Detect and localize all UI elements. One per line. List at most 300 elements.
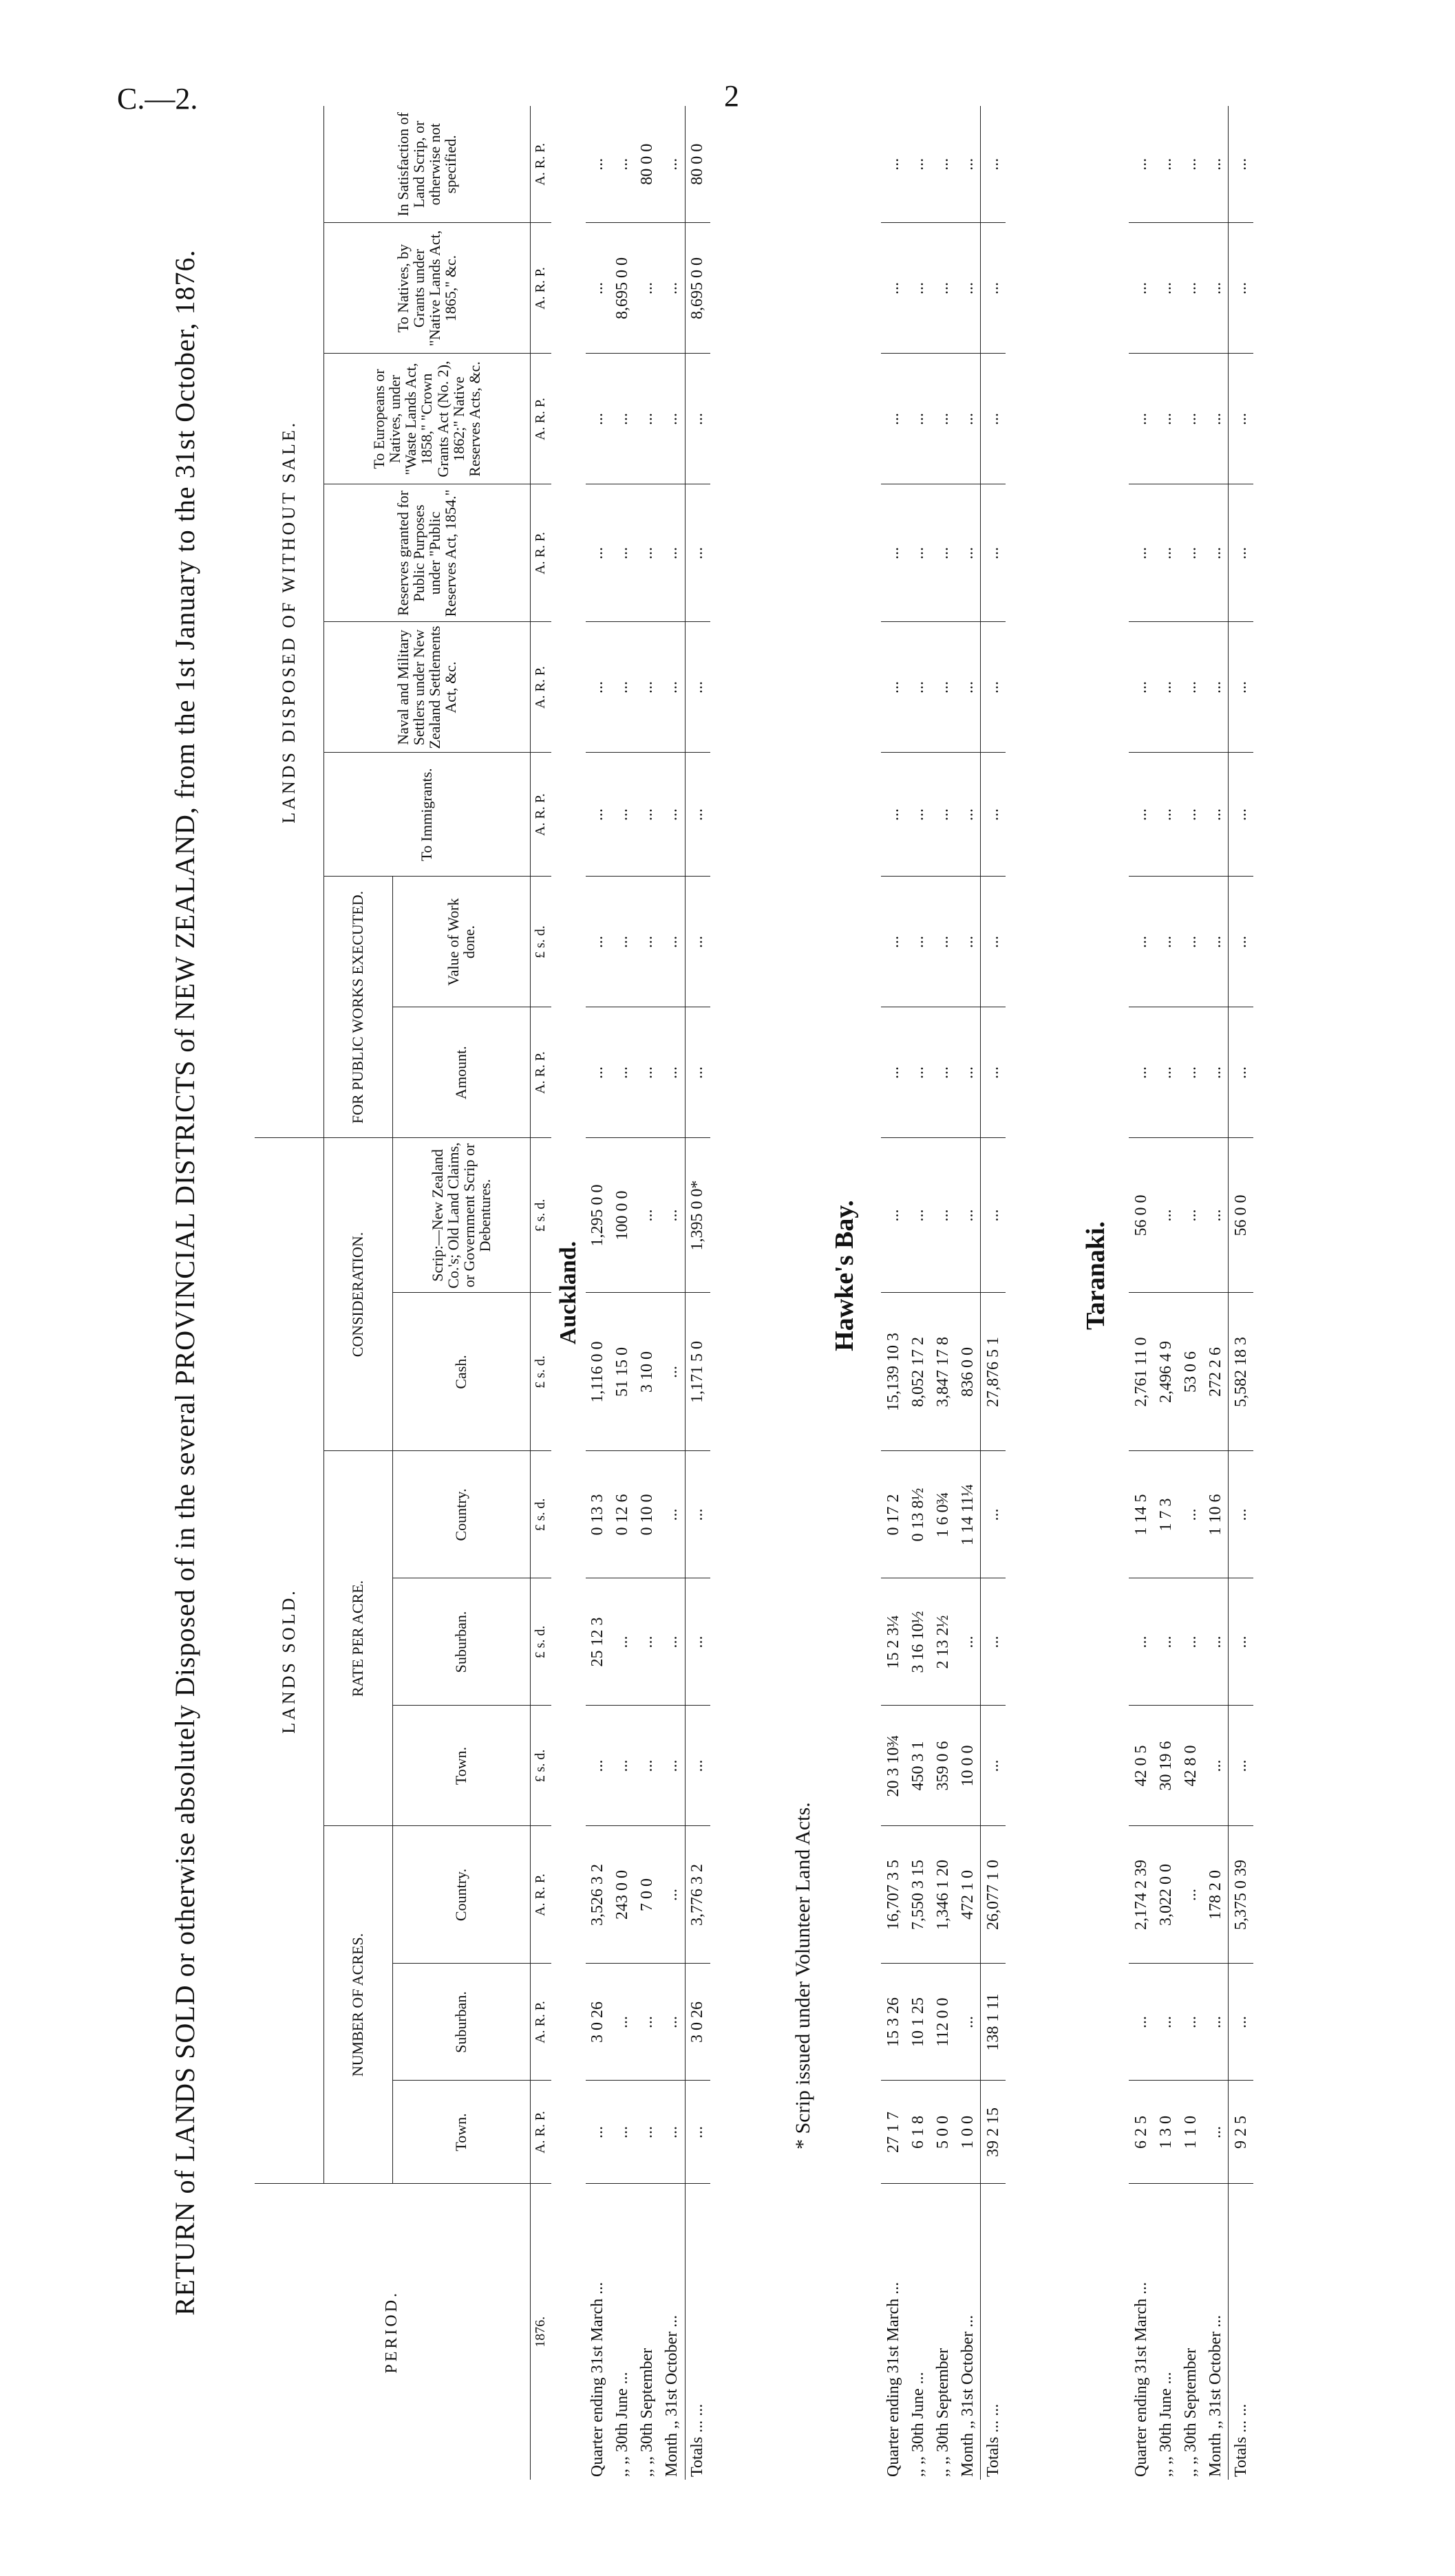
value-cell: ... xyxy=(1129,1578,1154,1706)
value-cell: 1 14 5 xyxy=(1129,1451,1154,1578)
value-cell: 0 13 8½ xyxy=(906,1451,931,1578)
value-cell: 3 10 0 xyxy=(635,1293,660,1451)
country-acres-header: Country. xyxy=(392,1826,530,1964)
period-cell: Quarter ending 31st March ... xyxy=(881,2184,906,2480)
value-cell: ... xyxy=(610,1706,635,1826)
value-cell: 450 3 1 xyxy=(906,1706,931,1826)
value-cell: ... xyxy=(660,877,686,1007)
value-cell: 100 0 0 xyxy=(610,1138,635,1293)
value-cell: ... xyxy=(881,484,906,622)
value-cell: ... xyxy=(1203,877,1229,1007)
table-row xyxy=(1203,106,1229,2480)
total-cell: 27,876 5 1 xyxy=(981,1293,1006,1451)
public-works-header: FOR PUBLIC WORKS EXECUTED. xyxy=(323,877,392,1138)
value-cell: ... xyxy=(610,1578,635,1706)
value-cell: ... xyxy=(1178,354,1203,484)
value-cell: 0 13 3 xyxy=(586,1451,610,1578)
table-row xyxy=(1129,106,1154,2480)
total-cell: ... xyxy=(685,1007,710,1138)
total-cell: 5,582 18 3 xyxy=(1229,1293,1254,1451)
page-reference: C.—2. xyxy=(117,82,198,116)
period-cell: ,, ,, 30th September xyxy=(635,2184,660,2480)
value-cell: ... xyxy=(931,354,955,484)
table-row xyxy=(906,106,931,2480)
value-cell: ... xyxy=(660,1138,686,1293)
value-cell: ... xyxy=(610,484,635,622)
value-cell: 1 1 0 xyxy=(1178,2081,1203,2184)
value-cell: 6 2 5 xyxy=(1129,2081,1154,2184)
value-cell: ... xyxy=(955,1007,981,1138)
total-cell: ... xyxy=(1229,223,1254,354)
table-row xyxy=(610,106,635,2480)
cash-header: Cash. xyxy=(392,1293,530,1451)
total-cell: ... xyxy=(981,354,1006,484)
value-cell: ... xyxy=(660,1706,686,1826)
value-cell: ... xyxy=(1129,622,1154,753)
total-cell: ... xyxy=(1229,1964,1254,2081)
town-rate-header: Town. xyxy=(392,1706,530,1826)
value-cell: ... xyxy=(1203,622,1229,753)
value-cell: ... xyxy=(1129,1964,1154,2081)
total-cell: 56 0 0 xyxy=(1229,1138,1254,1293)
value-cell: ... xyxy=(635,2081,660,2184)
value-cell: 42 0 5 xyxy=(1129,1706,1154,1826)
value-cell: 1,295 0 0 xyxy=(586,1138,610,1293)
country-rate-header: Country. xyxy=(392,1451,530,1578)
total-cell: ... xyxy=(981,622,1006,753)
value-cell: ... xyxy=(1203,1578,1229,1706)
unit-cell: £ s. d. xyxy=(530,1706,551,1826)
lands-return-table xyxy=(255,106,710,2480)
value-cell: ... xyxy=(635,877,660,1007)
period-cell: ,, ,, 30th September xyxy=(931,2184,955,2480)
value-cell: ... xyxy=(635,622,660,753)
value-cell: ... xyxy=(881,1007,906,1138)
value-cell: ... xyxy=(660,753,686,877)
totals-row xyxy=(1229,106,1254,2480)
value-cell: 0 12 6 xyxy=(610,1451,635,1578)
lands-sold-header: LANDS SOLD. xyxy=(255,1138,323,2184)
period-cell: ,, ,, 30th June ... xyxy=(1154,2184,1178,2480)
value-cell: 27 1 7 xyxy=(881,2081,906,2184)
value-cell: ... xyxy=(906,1138,931,1293)
totals-label: Totals ... ... xyxy=(685,2184,710,2480)
value-cell: ... xyxy=(1203,753,1229,877)
unit-cell: A. R. P. xyxy=(530,622,551,753)
value-cell: ... xyxy=(955,354,981,484)
value-cell: ... xyxy=(660,354,686,484)
total-cell: 26,077 1 0 xyxy=(981,1826,1006,1964)
value-cell: ... xyxy=(610,1007,635,1138)
table-row xyxy=(1178,106,1203,2480)
value-cell: ... xyxy=(881,753,906,877)
value-cell: 1,116 0 0 xyxy=(586,1293,610,1451)
totals-row xyxy=(981,106,1006,2480)
total-cell: ... xyxy=(981,484,1006,622)
total-cell: ... xyxy=(685,877,710,1007)
value-cell: ... xyxy=(1206,158,1224,171)
value-cell: 25 12 3 xyxy=(586,1578,610,1706)
lands-disposed-header: LANDS DISPOSED OF WITHOUT SALE. xyxy=(255,106,323,1138)
year-cell: 1876. xyxy=(530,2184,551,2480)
units-row xyxy=(530,106,551,2480)
value-cell: ... xyxy=(955,1964,981,2081)
value-cell: ... xyxy=(660,2081,686,2184)
total-cell: ... xyxy=(1229,622,1254,753)
value-cell: ... xyxy=(906,354,931,484)
total-cell: ... xyxy=(685,753,710,877)
unit-cell: A. R. P. xyxy=(533,142,548,186)
suburban-acres-header: Suburban. xyxy=(392,1964,530,2081)
value-cell: 112 0 0 xyxy=(931,1964,955,2081)
value-cell: ... xyxy=(1154,354,1178,484)
value-cell: ... xyxy=(1129,223,1154,354)
value-cell: ... xyxy=(955,484,981,622)
value-cell: ... xyxy=(881,354,906,484)
value-cell: 1,346 1 20 xyxy=(931,1826,955,1964)
unit-cell: A. R. P. xyxy=(530,484,551,622)
value-cell: 8,052 17 2 xyxy=(906,1293,931,1451)
unit-cell: A. R. P. xyxy=(530,2081,551,2184)
to-immigrants-header: To Immigrants. xyxy=(323,753,530,877)
value-cell: ... xyxy=(660,1578,686,1706)
value-cell: ... xyxy=(955,753,981,877)
value-cell: 178 2 0 xyxy=(1203,1826,1229,1964)
value-cell: 10 1 25 xyxy=(906,1964,931,2081)
value-cell: 1 7 3 xyxy=(1154,1451,1178,1578)
value-cell: 472 1 0 xyxy=(955,1826,981,1964)
total-cell: ... xyxy=(1229,484,1254,622)
value-cell: ... xyxy=(610,622,635,753)
value-cell: ... xyxy=(881,1138,906,1293)
value-cell: ... xyxy=(1203,1964,1229,2081)
value-cell: ... xyxy=(610,753,635,877)
total-cell: ... xyxy=(981,1451,1006,1578)
value-cell: ... xyxy=(955,877,981,1007)
value-cell: 7,550 3 15 xyxy=(906,1826,931,1964)
value-cell: ... xyxy=(1203,1007,1229,1138)
value-cell: ... xyxy=(931,223,955,354)
total-cell: ... xyxy=(981,877,1006,1007)
value-cell: ... xyxy=(1156,158,1175,171)
value-cell: 15 3 26 xyxy=(881,1964,906,2081)
total-cell: ... xyxy=(981,1007,1006,1138)
value-cell: 7 0 0 xyxy=(635,1826,660,1964)
unit-cell: A. R. P. xyxy=(530,753,551,877)
value-cell: ... xyxy=(635,354,660,484)
value-cell: ... xyxy=(958,158,977,171)
value-cell: ... xyxy=(1129,1007,1154,1138)
total-cell: ... xyxy=(1229,1706,1254,1826)
suburban-rate-header: Suburban. xyxy=(392,1578,530,1706)
land-scrip-header: In Satisfaction of Land Scrip, or otherwise not specified. xyxy=(323,106,530,223)
table-row xyxy=(1154,106,1178,2480)
value-cell: 30 19 6 xyxy=(1154,1706,1178,1826)
value-cell: ... xyxy=(610,354,635,484)
value-cell: ... xyxy=(586,877,610,1007)
period-cell: ,, ,, 30th June ... xyxy=(610,2184,635,2480)
value-cell: ... xyxy=(1154,622,1178,753)
scrip-header: Scrip:—New Zealand Co.'s; Old Land Claims, or Government Scrip or Debentures. xyxy=(392,1138,530,1293)
value-cell: 15,139 10 3 xyxy=(881,1293,906,1451)
value-cell: ... xyxy=(1154,877,1178,1007)
value-cell: 42 8 0 xyxy=(1178,1706,1203,1826)
value-cell: ... xyxy=(906,877,931,1007)
value-cell: ... xyxy=(931,1007,955,1138)
value-cell: ... xyxy=(1203,484,1229,622)
value-cell: ... xyxy=(931,622,955,753)
period-cell: ,, ,, 30th September xyxy=(1178,2184,1203,2480)
total-cell: 9 2 5 xyxy=(1229,2081,1254,2184)
value-cell: ... xyxy=(881,622,906,753)
total-cell: ... xyxy=(1229,354,1254,484)
value-cell: ... xyxy=(635,1578,660,1706)
value-cell: ... xyxy=(635,753,660,877)
value-cell: 80 0 0 xyxy=(638,143,656,185)
value-cell: ... xyxy=(660,1007,686,1138)
value-cell: ... xyxy=(909,158,927,171)
value-cell: ... xyxy=(1129,354,1154,484)
value-cell: 53 0 6 xyxy=(1178,1293,1203,1451)
total-cell: ... xyxy=(1229,877,1254,1007)
value-cell: ... xyxy=(1154,1964,1178,2081)
unit-cell: £ s. d. xyxy=(530,877,551,1007)
section-title-taranaki: Taranaki. xyxy=(1081,1221,1110,1331)
value-cell: ... xyxy=(1178,484,1203,622)
period-cell: Month ,, 31st October ... xyxy=(660,2184,686,2480)
value-cell: ... xyxy=(660,622,686,753)
value-cell: ... xyxy=(613,158,631,171)
total-cell: ... xyxy=(685,2081,710,2184)
value-cell: ... xyxy=(586,753,610,877)
value-cell: ... xyxy=(610,1964,635,2081)
value-cell: ... xyxy=(660,1293,686,1451)
rate-per-acre-header: RATE PER ACRE. xyxy=(323,1451,392,1826)
value-cell: ... xyxy=(635,1007,660,1138)
totals-label: Totals ... ... xyxy=(1229,2184,1254,2480)
section-title-auckland-row: Auckland. xyxy=(555,1241,581,1345)
value-cell: ... xyxy=(635,223,660,354)
total-cell: ... xyxy=(981,1578,1006,1706)
value-cell: 10 0 0 xyxy=(955,1706,981,1826)
total-cell: 3 0 26 xyxy=(685,1964,710,2081)
value-cell: 836 0 0 xyxy=(955,1293,981,1451)
value-cell: ... xyxy=(660,484,686,622)
table-row xyxy=(660,106,686,2480)
total-cell: ... xyxy=(981,1706,1006,1826)
total-cell: 5,375 0 39 xyxy=(1229,1826,1254,1964)
unit-cell: £ s. d. xyxy=(530,1578,551,1706)
unit-cell: £ s. d. xyxy=(530,1138,551,1293)
value-cell: ... xyxy=(955,1138,981,1293)
value-cell: 3 16 10½ xyxy=(906,1578,931,1706)
value-cell: ... xyxy=(1181,158,1200,171)
period-cell: ,, ,, 30th June ... xyxy=(906,2184,931,2480)
value-cell: 16,707 3 5 xyxy=(881,1826,906,1964)
value-cell: ... xyxy=(884,158,902,171)
value-cell: ... xyxy=(906,223,931,354)
page-title: RETURN of LANDS SOLD or otherwise absolutely Disposed of in the several PROVINCIAL DISTRICTS of NEW ZEALAND, from the 1st January to the 31st October, 1876. xyxy=(169,249,200,2316)
unit-cell: A. R. P. xyxy=(530,223,551,354)
total-cell: ... xyxy=(981,106,1006,223)
hawkes-bay-table xyxy=(881,106,1006,2480)
value-cell: ... xyxy=(586,622,610,753)
value-cell: ... xyxy=(1178,1451,1203,1578)
totals-label: Totals ... ... xyxy=(981,2184,1006,2480)
value-cell: 51 15 0 xyxy=(610,1293,635,1451)
footnote: * Scrip issued under Volunteer Land Acts. xyxy=(792,1802,814,2149)
value-cell: ... xyxy=(660,1964,686,2081)
taranaki-table xyxy=(1129,106,1253,2480)
total-cell: ... xyxy=(685,484,710,622)
value-cell: ... xyxy=(1129,484,1154,622)
value-cell: ... xyxy=(931,1138,955,1293)
total-cell: ... xyxy=(1229,753,1254,877)
value-of-work-header: Value of Work done. xyxy=(392,877,530,1007)
value-cell: 0 17 2 xyxy=(881,1451,906,1578)
unit-cell: A. R. P. xyxy=(530,1826,551,1964)
unit-cell: A. R. P. xyxy=(530,1964,551,2081)
value-cell: ... xyxy=(906,1007,931,1138)
total-cell: 1,171 5 0 xyxy=(685,1293,710,1451)
value-cell: ... xyxy=(586,484,610,622)
value-cell: ... xyxy=(1178,1138,1203,1293)
value-cell: 243 0 0 xyxy=(610,1826,635,1964)
unit-cell: A. R. P. xyxy=(530,354,551,484)
total-cell: 1,395 0 0* xyxy=(685,1138,710,1293)
value-cell: ... xyxy=(1154,223,1178,354)
value-cell: ... xyxy=(955,622,981,753)
unit-cell: £ s. d. xyxy=(530,1293,551,1451)
total-cell: ... xyxy=(1229,1578,1254,1706)
value-cell: ... xyxy=(1154,753,1178,877)
value-cell: ... xyxy=(906,484,931,622)
value-cell: ... xyxy=(1178,1007,1203,1138)
total-cell: ... xyxy=(685,354,710,484)
period-cell: Quarter ending 31st March ... xyxy=(1129,2184,1154,2480)
value-cell: 2 13 2½ xyxy=(931,1578,955,1706)
value-cell: ... xyxy=(1203,354,1229,484)
value-cell: 1 14 11¼ xyxy=(955,1451,981,1578)
naval-military-header: Naval and Military Settlers under New Zealand Settlements Act, &c. xyxy=(323,622,530,753)
value-cell: ... xyxy=(1154,484,1178,622)
value-cell: 0 10 0 xyxy=(635,1451,660,1578)
value-cell: 20 3 10¾ xyxy=(881,1706,906,1826)
value-cell: ... xyxy=(635,1964,660,2081)
value-cell: 56 0 0 xyxy=(1129,1138,1154,1293)
total-cell: ... xyxy=(685,1706,710,1826)
value-cell: 5 0 0 xyxy=(931,2081,955,2184)
amount-header: Amount. xyxy=(392,1007,530,1138)
value-cell: ... xyxy=(588,158,606,171)
value-cell: 2,761 11 0 xyxy=(1129,1293,1154,1451)
value-cell: ... xyxy=(635,484,660,622)
total-cell: ... xyxy=(685,1451,710,1578)
value-cell: 359 0 6 xyxy=(931,1706,955,1826)
value-cell: ... xyxy=(1129,753,1154,877)
value-cell: 272 2 6 xyxy=(1203,1293,1229,1451)
period-cell: Quarter ending 31st March ... xyxy=(586,2184,610,2480)
value-cell: ... xyxy=(610,2081,635,2184)
value-cell: 1 0 0 xyxy=(955,2081,981,2184)
value-cell: 3,847 17 8 xyxy=(931,1293,955,1451)
value-cell: ... xyxy=(586,1706,610,1826)
value-cell: ... xyxy=(1132,158,1150,171)
number-of-acres-header: NUMBER OF ACRES. xyxy=(323,1826,392,2184)
value-cell: 2,174 2 39 xyxy=(1129,1826,1154,1964)
table-row xyxy=(931,106,955,2480)
section-title-hawkes-bay: Hawke's Bay. xyxy=(830,1200,859,1351)
page-number: 2 xyxy=(724,79,739,113)
value-cell: ... xyxy=(1178,1826,1203,1964)
value-cell: ... xyxy=(660,1451,686,1578)
value-cell: 8,695 0 0 xyxy=(610,223,635,354)
value-cell: ... xyxy=(1178,1578,1203,1706)
value-cell: ... xyxy=(955,223,981,354)
value-cell: ... xyxy=(906,622,931,753)
value-cell: ... xyxy=(931,877,955,1007)
value-cell: 3 0 26 xyxy=(586,1964,610,2081)
total-cell: ... xyxy=(1229,106,1254,223)
value-cell: 6 1 8 xyxy=(906,2081,931,2184)
table-row xyxy=(635,106,660,2480)
totals-row xyxy=(685,106,710,2480)
value-cell: ... xyxy=(1129,877,1154,1007)
value-cell: ... xyxy=(1203,223,1229,354)
value-cell: 3,526 3 2 xyxy=(586,1826,610,1964)
value-cell: ... xyxy=(586,354,610,484)
value-cell: ... xyxy=(1178,753,1203,877)
value-cell: ... xyxy=(1178,1964,1203,2081)
total-cell: 8,695 0 0 xyxy=(685,223,710,354)
value-cell: ... xyxy=(660,223,686,354)
value-cell: ... xyxy=(1178,223,1203,354)
value-cell: ... xyxy=(660,1826,686,1964)
value-cell: ... xyxy=(1154,1578,1178,1706)
to-europeans-header: To Europeans or Natives, under "Waste Lands Act, 1858," "Crown Grants Act (No. 2), 1862;" Native Reserves Acts, &c. xyxy=(323,354,530,484)
value-cell: ... xyxy=(635,1706,660,1826)
value-cell: ... xyxy=(881,223,906,354)
total-cell: ... xyxy=(685,1578,710,1706)
value-cell: 1 10 6 xyxy=(1203,1451,1229,1578)
town-acres-header: Town. xyxy=(392,2081,530,2184)
value-cell: ... xyxy=(955,1578,981,1706)
total-cell: ... xyxy=(685,622,710,753)
consideration-header: CONSIDERATION. xyxy=(323,1138,392,1451)
value-cell: ... xyxy=(931,753,955,877)
period-header: PERIOD. xyxy=(255,2184,530,2480)
value-cell: ... xyxy=(1203,1138,1229,1293)
reserves-header: Reserves granted for Public Purposes under "Public Reserves Act, 1854." xyxy=(323,484,530,622)
total-cell: 39 2 15 xyxy=(981,2081,1006,2184)
value-cell: ... xyxy=(1178,877,1203,1007)
value-cell: 1 3 0 xyxy=(1154,2081,1178,2184)
value-cell: ... xyxy=(1178,622,1203,753)
value-cell: ... xyxy=(635,1138,660,1293)
value-cell: ... xyxy=(663,158,681,171)
period-cell: Month ,, 31st October ... xyxy=(955,2184,981,2480)
value-cell: ... xyxy=(1203,1706,1229,1826)
value-cell: ... xyxy=(586,1007,610,1138)
to-natives-header: To Natives, by Grants under "Native Lands Act, 1865," &c. xyxy=(323,223,530,354)
value-cell: ... xyxy=(1154,1007,1178,1138)
total-cell: ... xyxy=(981,1138,1006,1293)
period-cell: Month ,, 31st October ... xyxy=(1203,2184,1229,2480)
total-cell: 138 1 11 xyxy=(981,1964,1006,2081)
value-cell: 2,496 4 9 xyxy=(1154,1293,1178,1451)
value-cell: ... xyxy=(586,223,610,354)
total-cell: ... xyxy=(981,753,1006,877)
